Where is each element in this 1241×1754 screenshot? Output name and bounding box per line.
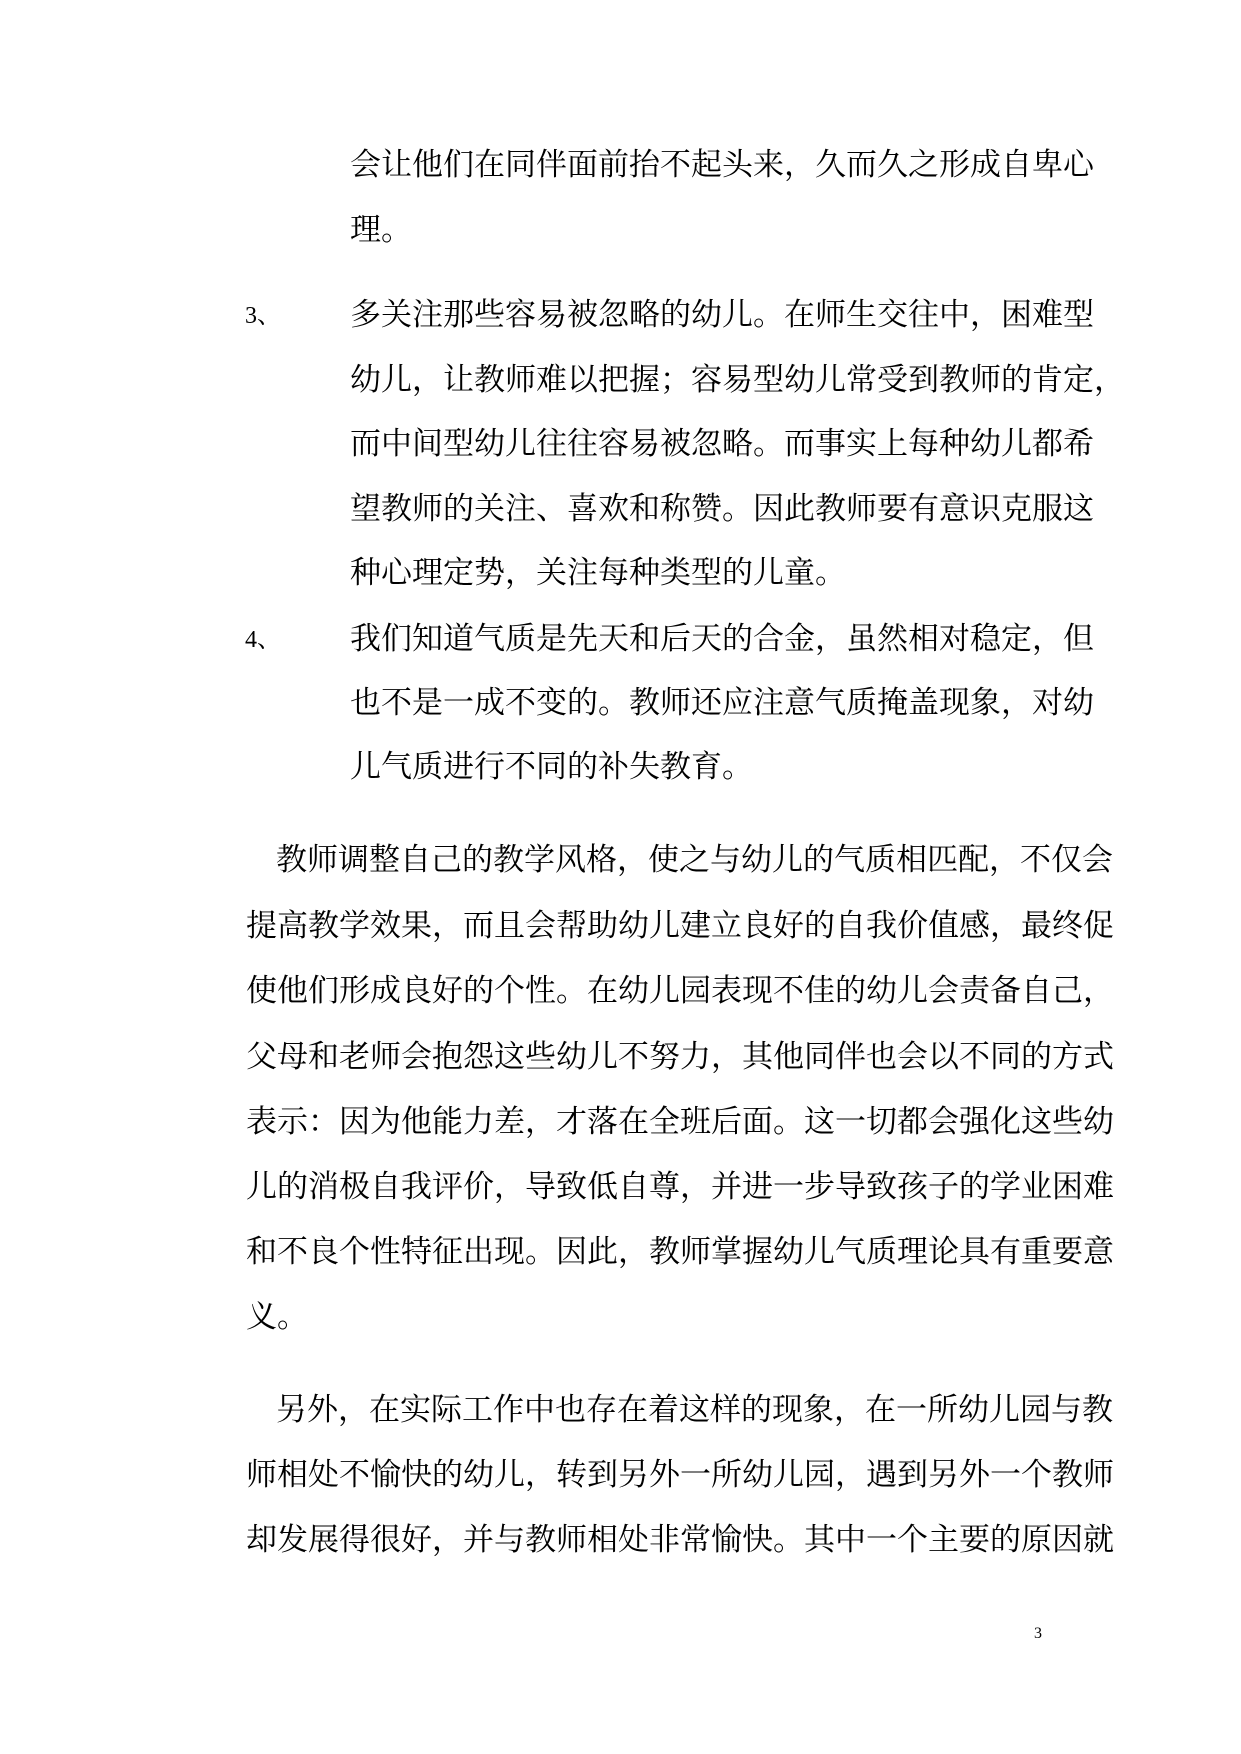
paragraph-line: 表示：因为他能力差，才落在全班后面。这一切都会强化这些幼 [246, 1104, 1114, 1140]
paragraph-line: 另外，在实际工作中也存在着这样的现象，在一所幼儿园与教 [276, 1392, 1113, 1428]
paragraph-line: 使他们形成良好的个性。在幼儿园表现不佳的幼儿会责备自己， [246, 973, 1114, 1009]
list-text-line: 儿气质进行不同的补失教育。 [350, 749, 753, 785]
paragraph-line: 义。 [246, 1299, 308, 1335]
paragraph-line: 和不良个性特征出现。因此，教师掌握幼儿气质理论具有重要意 [246, 1234, 1114, 1270]
list-text-line: 而中间型幼儿往往容易被忽略。而事实上每种幼儿都希 [350, 426, 1094, 462]
list-text-line: 理。 [350, 212, 412, 248]
paragraph-line: 却发展得很好，并与教师相处非常愉快。其中一个主要的原因就 [246, 1522, 1114, 1558]
list-number: 3、 [245, 303, 281, 329]
list-number: 4、 [245, 627, 281, 653]
list-text-line: 多关注那些容易被忽略的幼儿。在师生交往中，困难型 [350, 297, 1094, 333]
list-text-line: 会让他们在同伴面前抬不起头来，久而久之形成自卑心 [350, 147, 1094, 183]
list-text-line: 望教师的关注、喜欢和称赞。因此教师要有意识克服这 [350, 491, 1094, 527]
list-text-line: 幼儿，让教师难以把握；容易型幼儿常受到教师的肯定， [350, 362, 1125, 398]
paragraph-line: 提高教学效果，而且会帮助幼儿建立良好的自我价值感，最终促 [246, 908, 1114, 944]
paragraph-line: 教师调整自己的教学风格，使之与幼儿的气质相匹配，不仅会 [276, 842, 1113, 878]
list-text-line: 我们知道气质是先天和后天的合金，虽然相对稳定，但 [350, 621, 1094, 657]
paragraph-line: 师相处不愉快的幼儿，转到另外一所幼儿园，遇到另外一个教师 [246, 1457, 1114, 1493]
paragraph-line: 儿的消极自我评价，导致低自尊，并进一步导致孩子的学业困难 [246, 1169, 1114, 1205]
paragraph-line: 父母和老师会抱怨这些幼儿不努力，其他同伴也会以不同的方式 [246, 1039, 1114, 1075]
list-text-line: 也不是一成不变的。教师还应注意气质掩盖现象，对幼 [350, 685, 1094, 721]
list-text-line: 种心理定势，关注每种类型的儿童。 [350, 555, 846, 591]
page-number: 3 [1034, 1625, 1042, 1642]
